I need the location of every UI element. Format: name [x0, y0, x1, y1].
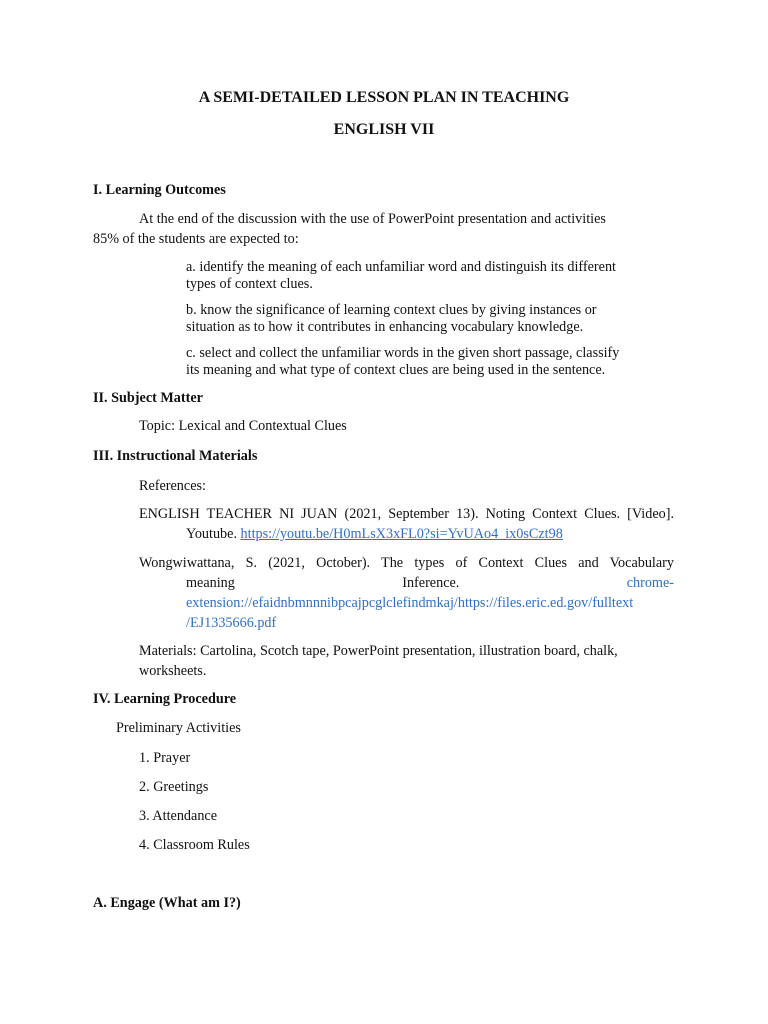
- outcome-item-b-line1: b. know the significance of learning context clues by giving instances or: [186, 302, 597, 318]
- activity-prayer: 1. Prayer: [139, 750, 191, 766]
- outcome-item-b-line2: situation as to how it contributes in enhancing vocabulary knowledge.: [186, 319, 584, 335]
- reference-entry-2: [139, 553, 674, 633]
- outcome-item-a: [186, 259, 664, 293]
- instructional-materials-heading: III. Instructional Materials: [93, 448, 258, 464]
- reference-1-link[interactable]: https://youtu.be/H0mLsX3xFL0?si=YvUAo4_ix0sCzt98: [240, 526, 563, 542]
- engage-heading: A. Engage (What am I?): [93, 895, 241, 911]
- reference-2-line1: Wongwiwattana, S. (2021, October). The types of Context Clues and Vocabulary: [139, 555, 674, 571]
- materials-line2: worksheets.: [139, 663, 207, 679]
- document-title-line1: A SEMI-DETAILED LESSON PLAN IN TEACHING: [198, 89, 570, 106]
- learning-procedure-heading: IV. Learning Procedure: [93, 691, 237, 707]
- activity-classroom-rules: 4. Classroom Rules: [139, 837, 250, 853]
- reference-2-link-part2[interactable]: extension://efaidnbmnnnibpcajpcglclefindmkaj/https://files.eric.ed.gov/fulltext: [186, 595, 634, 611]
- outcome-item-a-line2: types of context clues.: [186, 276, 313, 292]
- materials-line1: Materials: Cartolina, Scotch tape, PowerPoint presentation, illustration board, chalk,: [139, 643, 618, 659]
- subject-matter-topic: Topic: Lexical and Contextual Clues: [139, 418, 347, 434]
- outcome-item-b: [186, 302, 664, 336]
- materials-list: [139, 641, 674, 681]
- outcome-item-c-line1: c. select and collect the unfamiliar words in the given short passage, classify: [186, 345, 620, 361]
- preliminary-activities-label: Preliminary Activities: [116, 720, 241, 736]
- reference-2-link-part1[interactable]: chrome-: [626, 575, 674, 591]
- learning-outcomes-heading: I. Learning Outcomes: [93, 182, 226, 198]
- learning-outcomes-intro-line2: 85% of the students are expected to:: [93, 231, 299, 247]
- outcome-item-c-line2: its meaning and what type of context clues are being used in the sentence.: [186, 362, 606, 378]
- reference-2-line2: [139, 573, 674, 593]
- reference-1-line1: ENGLISH TEACHER NI JUAN (2021, September 13). Noting Context Clues. [Video].: [139, 506, 674, 522]
- subject-matter-heading: II. Subject Matter: [93, 390, 203, 406]
- reference-1-line2: [139, 524, 674, 544]
- reference-2-link-part3[interactable]: /EJ1335666.pdf: [186, 615, 277, 631]
- reference-entry-1: [139, 504, 674, 544]
- reference-2-word-inference: Inference.: [402, 575, 460, 591]
- reference-2-word-meaning: meaning: [186, 575, 235, 591]
- outcome-item-c: [186, 345, 664, 379]
- references-label: References:: [139, 478, 206, 494]
- reference-1-source: Youtube.: [186, 526, 237, 542]
- outcome-item-a-line1: a. identify the meaning of each unfamiliar word and distinguish its different: [186, 259, 616, 275]
- activity-greetings: 2. Greetings: [139, 779, 209, 795]
- learning-outcomes-intro-line1: At the end of the discussion with the use of PowerPoint presentation and activities: [139, 211, 606, 227]
- activity-attendance: 3. Attendance: [139, 808, 218, 824]
- document-title-line2: ENGLISH VII: [333, 121, 435, 138]
